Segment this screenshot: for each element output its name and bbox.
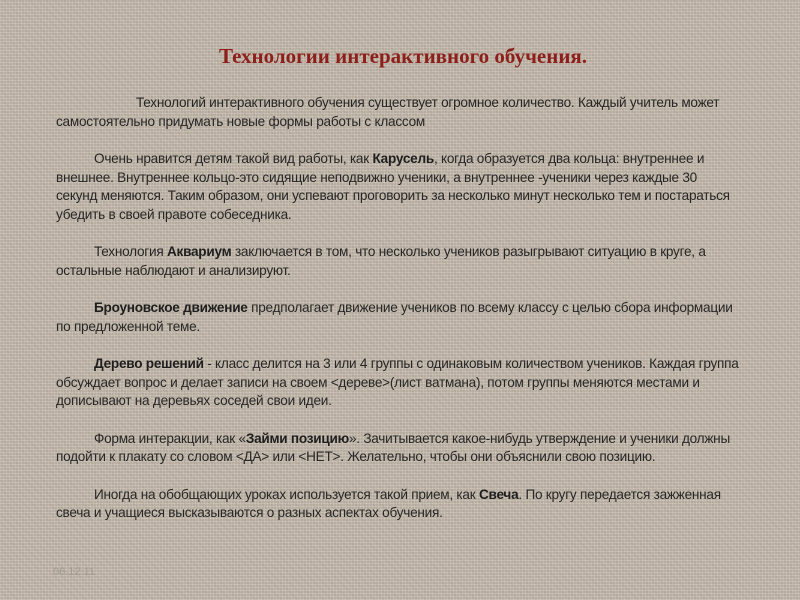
term-decision-tree: Дерево решений [94, 356, 204, 371]
paragraph-take-position [56, 430, 740, 467]
paragraph-text: - класс делится на 3 или 4 группы с одинаковым количеством учеников. Каждая группа обсуждает вопрос и делает записи на своем <дереве>(лист ватмана), потом группы меняются местами и дописывают на деревьях соседей свои идеи. [56, 356, 739, 408]
slide-body [56, 94, 740, 542]
term-take-position: Займи позицию [245, 430, 349, 446]
slide-title: Технологии интерактивного обучения. [218, 44, 588, 68]
paragraph-intro [56, 94, 740, 131]
term-aquarium: Аквариум [166, 244, 232, 259]
term-carousel: Карусель [372, 151, 434, 166]
paragraph-text: Технологий интерактивного обучения существует огромное количество. Каждый учитель может самостоятельно придумать новые формы работы с классом [56, 95, 720, 129]
paragraph-text: Иногда на обобщающих уроках используется такой прием, как [94, 486, 479, 502]
paragraph-text: Форма интеракции, как « [94, 430, 246, 446]
paragraph-text: . По кругу передается зажженная свеча и учащиеся высказываются о разных аспектах обучения. [56, 486, 721, 520]
paragraph-aquarium [56, 243, 740, 280]
paragraph-text: ». Зачитывается какое-нибудь утверждение и ученики должны подойти к плакату со словом <ДА> или <НЕТ>. Желательно, чтобы они объяснили свою позицию. [56, 430, 730, 464]
paragraph-text: Технология [94, 244, 167, 259]
paragraph-text: предполагает движение учеников по всему классу с целью сбора информации по предложенной теме. [56, 300, 733, 334]
term-candle: Свеча [478, 486, 519, 502]
paragraph-candle [56, 486, 740, 523]
paragraph-decision-tree [56, 355, 740, 411]
paragraph-text: заключается в том, что несколько учеников разыгрывают ситуацию в круге, а остальные наблюдают и анализируют. [56, 244, 706, 278]
slide-date: 06.12.11 [53, 566, 96, 578]
term-brownian-motion: Броуновское движение [94, 300, 248, 315]
paragraph-carousel [56, 150, 740, 224]
paragraph-text: , когда образуется два кольца: внутреннее и внешнее. Внутреннее кольцо-это сидящие неподвижно ученики, а внутреннее -ученики через каждые 30 секунд меняются. Таким образом, они успевают проговорить за несколько минут несколько тем и постараться убедить в своей правоте собеседника. [56, 151, 730, 222]
paragraph-text: Очень нравится детям такой вид работы, как [94, 151, 373, 166]
paragraph-brownian-motion [56, 299, 740, 336]
